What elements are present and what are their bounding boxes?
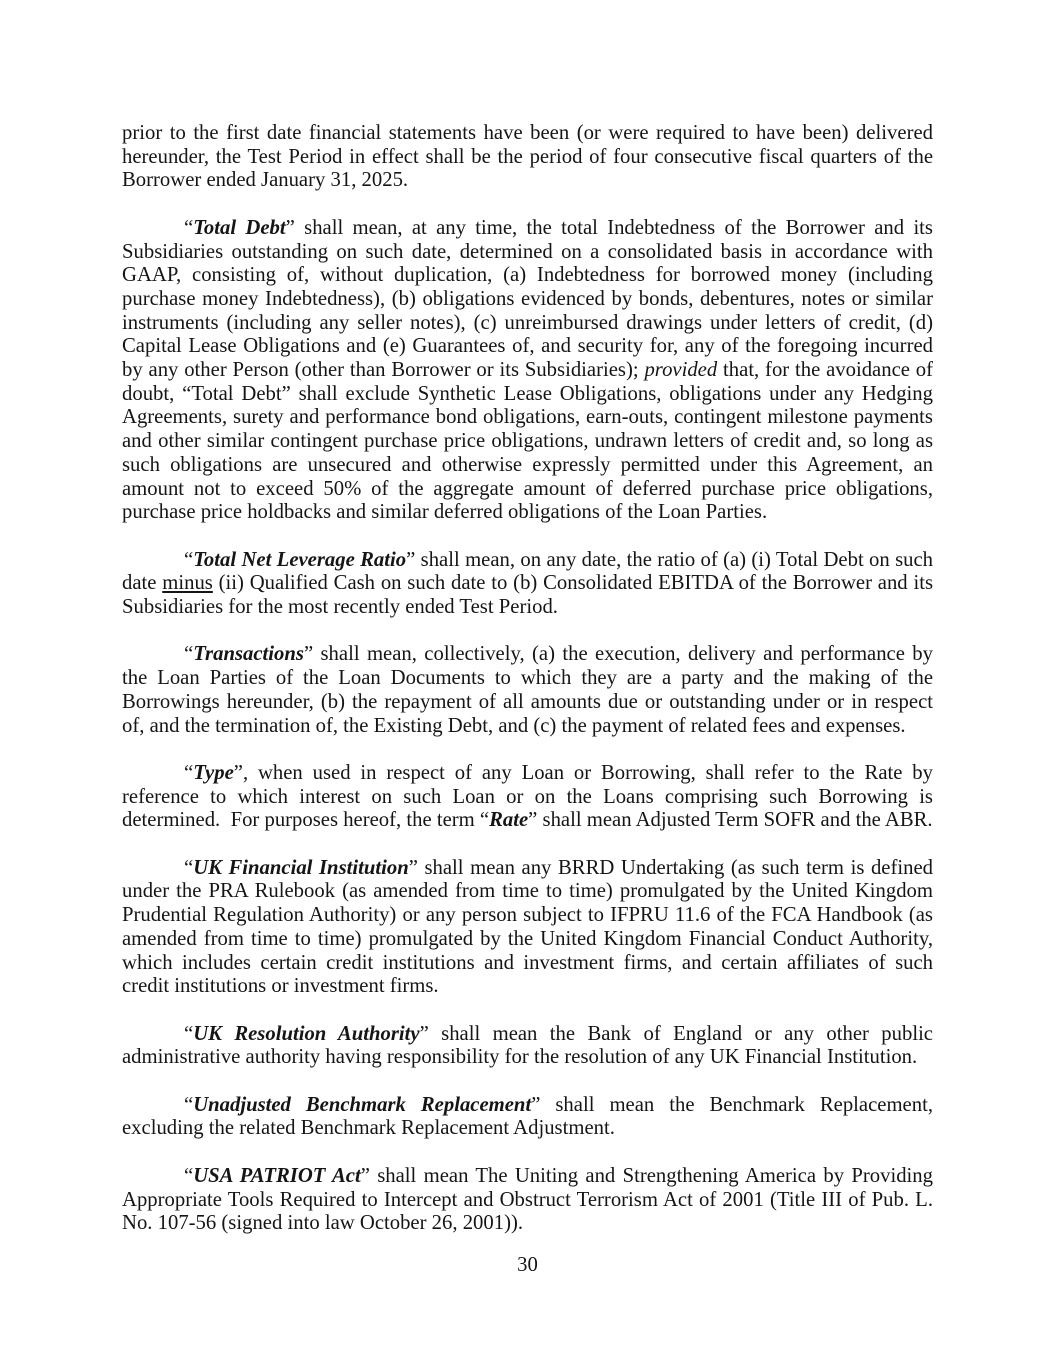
paragraph-text: (ii) Qualified Cash on such date to (b) Consolidated EBITDA of the Borrower and its Subsidiaries for the most recently ended Test Period. [122, 572, 933, 619]
document-body [122, 122, 933, 1260]
paragraph-text: “ [184, 761, 194, 784]
paragraph-text: “ [184, 216, 194, 239]
defined-term: UK Resolution Authority [193, 1022, 420, 1045]
paragraph-text: prior to the first date financial statements have been (or were required to have been) delivered hereunder, the Test Period in effect shall be the period of four consecutive fiscal quarters of the Borrower ended January 31, 2025. [122, 122, 933, 192]
defined-term: UK Financial Institution [193, 856, 409, 879]
defined-term: Total Net Leverage Ratio [193, 548, 407, 571]
definition-paragraph [122, 857, 933, 999]
paragraph-text: ” shall mean the Benchmark Replacement, excluding the related Benchmark Replacement Adjustment. [122, 1093, 933, 1140]
defined-term: Rate [489, 809, 529, 832]
paragraph-text: “ [184, 643, 194, 666]
paragraph-text: “ [184, 856, 194, 879]
paragraph-text: ” shall mean, on any date, the ratio of (a) (i) Total Debt on such date [122, 548, 933, 595]
definition-paragraph [122, 1023, 933, 1070]
paragraph-text: ” shall mean, collectively, (a) the execution, delivery and performance by the Loan Parties of the Loan Documents to which they are a party and the making of the Borrowings hereunder, (b) the repayment of all amounts due or outstanding under or in respect of, and the termination of, the Existing Debt, and (c) the payment of related fees and expenses. [122, 643, 933, 737]
page-number: 30 [517, 1254, 538, 1276]
defined-term: provided [644, 359, 718, 382]
continuation-paragraph [122, 122, 933, 193]
definition-paragraph [122, 762, 933, 833]
paragraph-text: “ [184, 1164, 194, 1187]
paragraph-text: minus [162, 572, 213, 595]
paragraph-text: ” shall mean Adjusted Term SOFR and the ABR. [528, 809, 933, 832]
defined-term: Type [193, 761, 234, 784]
paragraph-text: that, for the avoidance of doubt, “Total Debt” shall exclude Synthetic Lease Obligations, obligations under any Hedging Agreements, surety and performance bond obligations, earn-outs, contingent milestone payments and other similar contingent purchase price obligations, undrawn letters of credit and, so long as such obligations are unsecured and otherwise expressly permitted under this Agreement, an amount not to exceed 50% of the aggregate amount of deferred purchase price obligations, purchase price holdbacks and similar deferred obligations of the Loan Parties. [122, 359, 933, 524]
paragraph-text: ”, when used in respect of any Loan or Borrowing, shall refer to the Rate by reference to which interest on such Loan or on the Loans comprising such Borrowing is determined. For purposes hereof, the term “ [122, 761, 933, 832]
paragraph-text: ” shall mean the Bank of England or any other public administrative authority having responsibility for the resolution of any UK Financial Institution. [122, 1022, 933, 1069]
paragraph-text: “ [184, 1093, 194, 1116]
defined-term: Total Debt [193, 216, 286, 239]
definition-paragraph [122, 1094, 933, 1141]
definition-paragraph [122, 217, 933, 525]
paragraph-text: ” shall mean any BRRD Undertaking (as such term is defined under the PRA Rulebook (as amended from time to time) promulgated by the United Kingdom Prudential Regulation Authority) or any person subject to IFPRU 11.6 of the FCA Handbook (as amended from time to time) promulgated by the United Kingdom Financial Conduct Authority, which includes certain credit institutions and investment firms, and certain affiliates of such credit institutions or investment firms. [122, 856, 933, 998]
paragraph-text: ” shall mean, at any time, the total Indebtedness of the Borrower and its Subsidiaries outstanding on such date, determined on a consolidated basis in accordance with GAAP, consisting of, without duplication, (a) Indebtedness for borrowed money (including purchase money Indebtedness), (b) obligations evidenced by bonds, debentures, notes or similar instruments (including any seller notes), (c) unreimbursed drawings under letters of credit, (d) Capital Lease Obligations and (e) Guarantees of, and security for, any of the foregoing incurred by any other Person (other than Borrower or its Subsidiaries); [122, 216, 933, 382]
paragraph-text: ” shall mean The Uniting and Strengthening America by Providing Appropriate Tools Required to Intercept and Obstruct Terrorism Act of 2001 (Title III of Pub. L. No. 107-56 (signed into law October 26, 2001)). [122, 1164, 933, 1235]
definition-paragraph [122, 643, 933, 738]
defined-term: Unadjusted Benchmark Replacement [193, 1093, 532, 1116]
defined-term: USA PATRIOT Act [193, 1164, 361, 1187]
paragraph-text: “ [184, 1022, 194, 1045]
definition-paragraph [122, 549, 933, 620]
defined-term: Transactions [193, 643, 304, 666]
paragraph-text: “ [184, 548, 194, 571]
definition-paragraph [122, 1165, 933, 1236]
